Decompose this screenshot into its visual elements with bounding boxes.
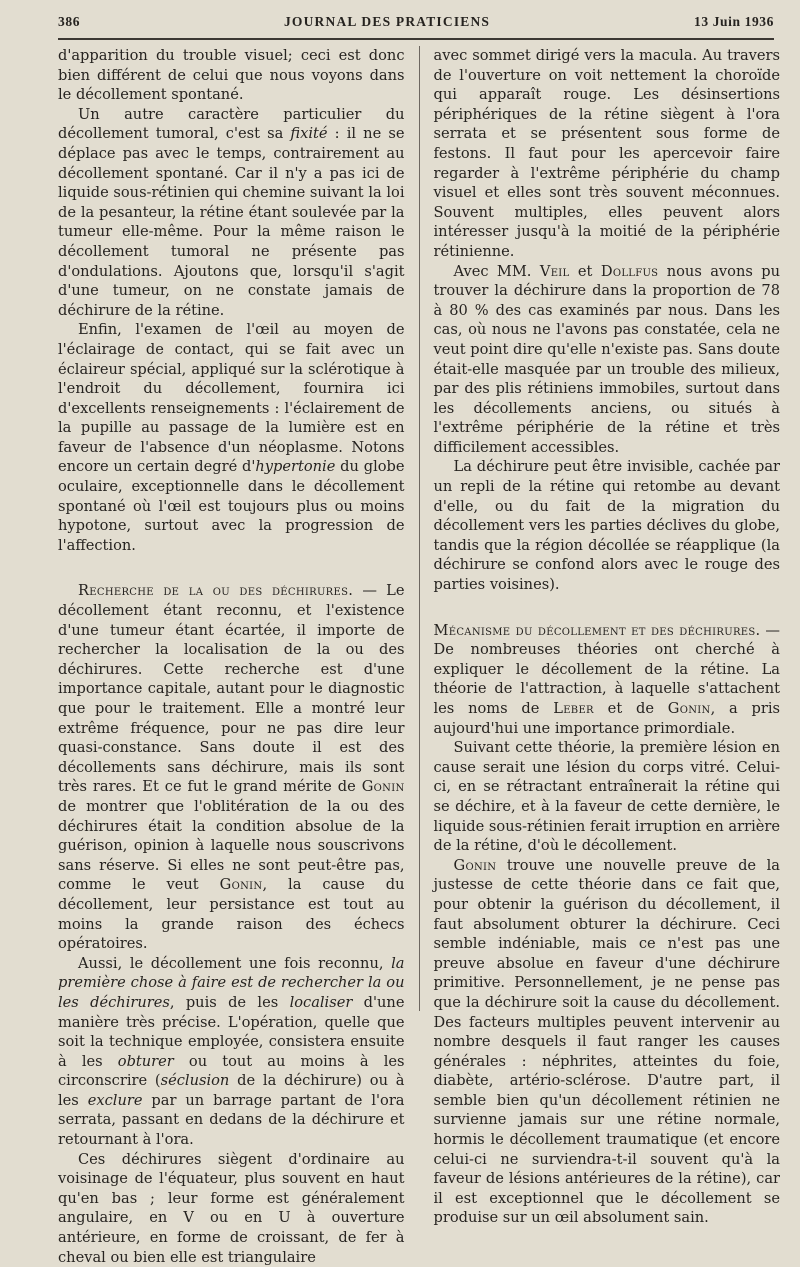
running-header <box>58 14 774 36</box>
journal-title: JOURNAL DES PRATICIENS <box>283 14 491 29</box>
author-name: Gonin <box>667 700 711 717</box>
paragraph: Suivant cette théorie, la première lésion en cause serait une lésion du corps vitré. Celui-ci, en se rétractant entraînerait la rétine qui se déchire, et à la faveur de cette dernière, le liquide sous-rétinien ferait irruption en arrière de la rétine, d'où le décollement. <box>433 739 780 855</box>
left-column <box>58 46 419 1266</box>
section-heading: Mécanisme du décollement et des déchirures. <box>433 621 761 639</box>
paragraph: Ces déchirures siègent d'ordinaire au voisinage de l'équateur, plus souvent en haut qu'en bas ; leur forme est généralement angulaire, en V ou en U à ouverture antérieure, en forme de croissant, de fer à cheval ou bien elle est triangulaire <box>58 1150 405 1266</box>
author-name: Gonin <box>453 856 497 874</box>
author-name: Dollfus <box>600 262 659 280</box>
emphasis: séclusion <box>160 1072 230 1090</box>
paragraph: Un autre caractère particulier du décollement tumoral, c'est sa fixité : il ne se déplace pas avec le temps, contrairement au décollement spontané. Car il n'y a pas ici de liquide sous-rétinien qui chemine suivant la loi de la pesanteur, la rétine étant soulevée par la tumeur elle-même. Pour la même raison le décollement tumoral ne présente pas d'ondulations. Ajoutons que, lorsqu'il s'agit d'une tumeur, on ne constate jamais de déchirure de la rétine. <box>58 105 405 319</box>
paragraph: avec sommet dirigé vers la macula. Au travers de l'ouverture on voit nettement la choroïde qui apparaît rouge. Les désinsertions périphériques de la rétine siègent à l'ora serrata et se présentent sous forme de festons. Il faut pour les apercevoir faire regarder à l'extrême périphérie du champ visuel et elles sont très souvent méconnues. Souvent multiples, elles peuvent alors intéresser jusqu'à la moitié de la périphérie rétinienne. <box>433 47 780 260</box>
section-paragraph: Mécanisme du décollement et des déchirures. — De nombreuses théories ont cherché à expliquer le décollement de la rétine. La théorie de l'attraction, à laquelle s'attachent les noms de Leber et de Gonin, a pris aujourd'hui une importance primordiale. <box>433 621 780 737</box>
emphasis: localiser <box>289 993 353 1011</box>
text-columns <box>58 46 780 1266</box>
author-name: Veil <box>539 262 570 280</box>
emphasis: la première chose à faire est de rechercher la ou les déchirures <box>58 954 405 1011</box>
paragraph: Enfin, l'examen de l'œil au moyen de l'éclairage de contact, qui se fait avec un éclaireur spécial, appliqué sur la sclérotique à l'endroit du décollement, fournira ici d'excellents renseignements : l'éclairement de la pupille au passage de la lumière est en faveur de l'absence d'un néoplasme. Notons encore un certain degré d'hypertonie du globe oculaire, exceptionnelle dans le décollement spontané où l'œil est toujours plus ou moins hypotone, surtout avec la progression de l'affection. <box>58 321 405 554</box>
header-rule <box>58 38 774 40</box>
author-name: Leber <box>553 700 594 717</box>
emphasis: exclure <box>87 1091 143 1109</box>
emphasis: fixité <box>290 125 328 143</box>
author-name: Gonin <box>361 778 405 796</box>
emphasis: obturer <box>117 1052 174 1070</box>
issue-date: 13 Juin 1936 <box>694 14 774 29</box>
section-paragraph: Recherche de la ou des déchirures. — Le décollement étant reconnu, et l'existence d'une tumeur étant écartée, il importe de rechercher la localisation de la ou des déchirures. Cette recherche est d'une importance capitale, autant pour le diagnostic que pour le traitement. Elle a montré leur extrême fréquence, pour ne pas dire leur quasi-constance. Sans doute il est des décollements sans déchirure, mais ils sont très rares. Et ce fut le grand mérite de Gonin de montrer que l'oblitération de la ou des déchirures était la condition absolue de la guérison, opinion à laquelle nous souscrivons sans réserve. Si elles ne sont peut-être pas, comme le veut Gonin, la cause du décollement, leur persistance est tout au moins la grande raison des échecs opératoires. <box>58 582 405 953</box>
page-number: 386 <box>58 14 81 29</box>
right-column <box>419 46 781 1227</box>
emphasis: hypertonie <box>255 458 336 476</box>
section-heading: Recherche de la ou des déchirures. <box>78 582 354 600</box>
paragraph: Avec MM. Veil et Dollfus nous avons pu trouver la déchirure dans la proportion de 78 à 80 % des cas examinés par nous. Dans les cas, où nous ne l'avons pas constatée, cela ne veut point dire qu'elle n'existe pas. Sans doute était-elle masquée par un trouble des milieux, par des plis rétiniens immobiles, surtout dans les décollements anciens, ou situés à l'extrême périphérie de la rétine et très difficilement accessibles. <box>433 262 780 456</box>
author-name: Gonin <box>219 876 263 894</box>
paragraph: Aussi, le décollement une fois reconnu, la première chose à faire est de rechercher la ou les déchirures, puis de les localiser d'une manière très précise. L'opération, quelle que soit la technique employée, consistera ensuite à les obturer ou tout au moins à les circonscrire (séclusion de la déchirure) ou à les exclure par un barrage partant de l'ora serrata, passant en dedans de la déchirure et retournant à l'ora. <box>58 954 405 1149</box>
paragraph: Gonin trouve une nouvelle preuve de la justesse de cette théorie dans ce fait que, pour obtenir la guérison du décollement, il faut absolument obturer la déchirure. Ceci semble indéniable, mais ce n'est pas une preuve absolue en faveur d'une déchirure primitive. Personnellement, je ne pense pas que la déchirure soit la cause du décollement. Des facteurs multiples peuvent intervenir au nombre desquels il faut ranger les causes générales : néphrites, atteintes du foie, diabète, artério-sclérose. D'autre part, il semble bien qu'un décollement rétinien ne survienne jamais sur une rétine normale, hormis le décollement traumatique (et encore celui-ci ne surviendra-t-il souvent qu'à la faveur de lésions antérieures de la rétine), car il est exceptionnel que le décollement se produise sur un œil absolument sain. <box>433 856 780 1227</box>
paragraph: d'apparition du trouble visuel; ceci est donc bien différent de celui que nous voyons dans le décollement spontané. <box>58 47 405 104</box>
paragraph: La déchirure peut être invisible, cachée par un repli de la rétine qui retombe au devant d'elle, ou du fait de la migration du décollement vers les parties déclives du globe, tandis que la région décollée se réapplique (la déchirure se confond alors avec le rouge des parties voisines). <box>433 458 780 594</box>
